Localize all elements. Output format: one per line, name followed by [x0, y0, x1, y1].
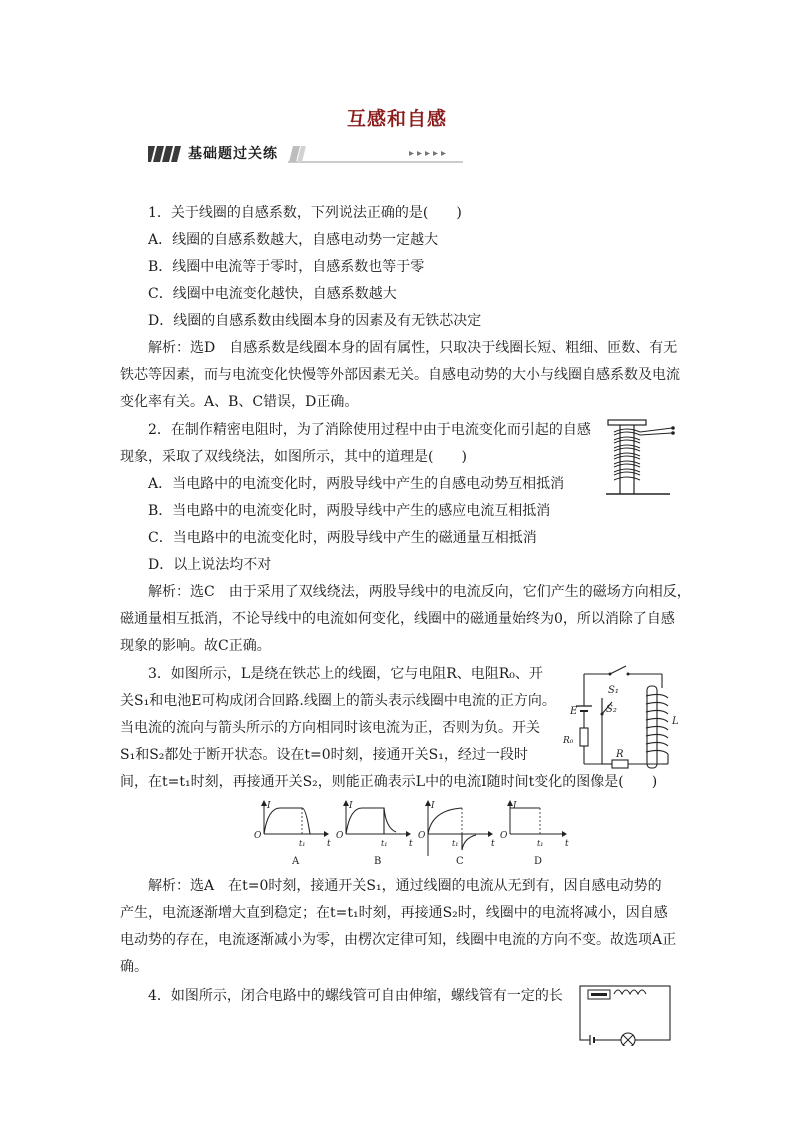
q2-analysis-line: 现象的影响。故C正确。	[120, 638, 271, 654]
q2-stem-line: 2．在制作精密电阻时，为了消除使用过程中由于电流变化而引起的自感	[148, 422, 591, 438]
q3-stem-line: 间，在t=t₁时刻，再接通开关S₂，则能正确表示L中的电流I随时间t变化的图像是( )	[120, 774, 658, 790]
axis-t-label: t	[327, 839, 331, 849]
axis-i-label: I	[431, 801, 435, 811]
q3-stem-line: 当电流的流向与箭头所示的方向相同时该电流为正，否则为负。开关	[120, 720, 540, 736]
q3-analysis-line: 电动势的存在，电流逐渐减小为零，由楞次定律可知，线圈中电流的方向不变。故选项A正	[120, 932, 677, 948]
q4-solenoid-circuit-figure	[578, 984, 674, 1046]
page-title: 互感和自感	[346, 108, 447, 130]
q1-analysis-line: 铁芯等因素，而与电流变化快慢等外部因素无关。自感电动势的大小与线圈自感系数及电流	[120, 367, 680, 383]
graph-caption-c: C	[456, 856, 464, 867]
axis-t-label: t	[409, 839, 413, 849]
q1-option-d: D．线圈的自感系数由线圈本身的因素及有无铁芯决定	[148, 313, 482, 329]
q3-stem-line: S₁和S₂都处于断开状态。设在t=0时刻，接通开关S₁，经过一段时	[120, 747, 528, 763]
graph-a	[254, 800, 331, 867]
t1-label: t₁	[299, 839, 306, 848]
graph-b	[336, 800, 413, 867]
axis-i-label: I	[267, 801, 271, 811]
q2-stem-line: 现象，采取了双线绕法，如图所示，其中的道理是( )	[120, 449, 467, 465]
q3-stem-line: 关S₁和电池E可构成闭合回路.线圈上的箭头表示线圈中电流的正方向。	[120, 693, 556, 709]
graph-c	[418, 800, 495, 867]
label-e: E	[570, 706, 578, 717]
label-s1: S₁	[608, 685, 619, 696]
q2-option-d: D．以上说法均不对	[148, 557, 272, 573]
label-s2: S₂	[606, 704, 617, 715]
q1-option-c: C．线圈中电流变化越快，自感系数越大	[148, 286, 397, 302]
t1-label: t₁	[452, 839, 459, 848]
q1-analysis-line: 变化率有关。A、B、C错误，D正确。	[120, 394, 359, 410]
section-label: 基础题过关练	[188, 146, 278, 162]
q1-analysis-line: 解析：选D 自感系数是线圈本身的固有属性，只取决于线圈长短、粗细、匝数、有无	[148, 340, 678, 356]
origin-label: O	[418, 831, 426, 841]
q3-answer-graphs	[254, 800, 574, 868]
t1-label: t₁	[537, 839, 544, 848]
q2-analysis-line: 解析：选C 由于采用了双线绕法，两股导线中的电流反向，它们产生的磁场方向相反，	[148, 584, 691, 600]
q3-circuit-figure	[562, 662, 682, 776]
graph-d	[500, 800, 569, 867]
label-r: R	[616, 749, 624, 760]
q2-analysis-line: 磁通量相互抵消，不论导线中的电流如何变化，线圈中的磁通量始终为0，所以消除了自感	[120, 611, 675, 627]
q1-option-a: A．线圈的自感系数越大，自感电动势一定越大	[148, 232, 439, 248]
q3-analysis-line: 产生，电流逐渐增大直到稳定；在t=t₁时刻，再接通S₂时，线圈中的电流将减小，因自感	[120, 905, 668, 921]
origin-label: O	[500, 831, 508, 841]
q2-option-b: B．当电路中的电流变化时，两股导线中产生的感应电流互相抵消	[148, 503, 551, 519]
origin-label: O	[336, 831, 344, 841]
q3-analysis-line: 解析：选A 在t=0时刻，接通开关S₁，通过线圈的电流从无到有，因自感电动势的	[148, 878, 662, 894]
q2-option-a: A．当电路中的电流变化时，两股导线中产生的自感电动势互相抵消	[148, 476, 565, 492]
q3-stem-line: 3．如图所示，L是绕在铁芯上的线圈，它与电阻R、电阻R₀、开	[148, 666, 543, 682]
axis-i-label: I	[349, 801, 353, 811]
label-l: L	[672, 716, 679, 727]
q1-stem: 1．关于线圈的自感系数，下列说法正确的是( )	[148, 205, 462, 221]
axis-t-label: t	[565, 839, 569, 849]
q1-option-b: B．线圈中电流等于零时，自感系数也等于零	[148, 259, 425, 275]
axis-i-label: I	[513, 801, 517, 811]
section-banner	[148, 142, 463, 164]
q3-analysis-line: 确。	[120, 959, 148, 975]
bifilar-coil-figure	[600, 418, 685, 498]
t1-label: t₁	[381, 839, 388, 848]
axis-t-label: t	[491, 839, 495, 849]
q4-stem: 4．如图所示，闭合电路中的螺线管可自由伸缩，螺线管有一定的长	[148, 988, 563, 1004]
label-r0: R₀	[563, 736, 574, 746]
origin-label: O	[254, 831, 262, 841]
q2-option-c: C．当电路中的电流变化时，两股导线中产生的磁通量互相抵消	[148, 530, 537, 546]
graph-caption-b: B	[374, 856, 382, 867]
graph-caption-d: D	[534, 856, 543, 867]
graph-caption-a: A	[292, 856, 300, 867]
